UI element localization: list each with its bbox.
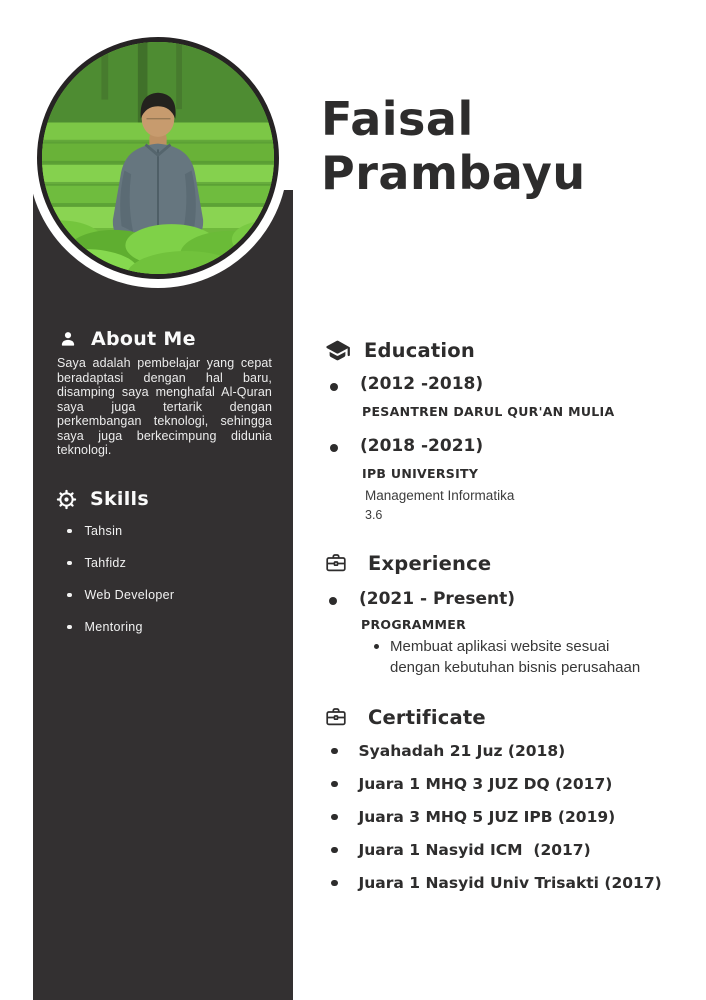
skill-label: Mentoring [84,620,143,634]
certificate-label: Juara 1 MHQ 3 JUZ DQ (2017) [358,775,613,793]
profile-photo-illustration [42,42,274,274]
certificate-label: Juara 1 Nasyid ICM (2017) [358,841,591,859]
education-header [324,337,475,364]
certificate-label: Juara 3 MHQ 5 JUZ IPB (2019) [358,808,616,826]
skill-label: Web Developer [84,588,175,602]
skill-label: Tahfidz [84,556,127,570]
bullet-dot [374,644,379,649]
about-me-header [58,328,196,350]
education-institution: PESANTREN DARUL QUR'AN MULIA [362,404,615,419]
name-line1: Faisal [321,92,474,146]
skill-item [67,588,174,602]
certificate-title: Certificate [368,705,486,729]
skill-item [67,620,143,634]
bullet-dot [330,383,338,391]
certificate-item [331,775,612,793]
bullet-dot [329,597,337,605]
page-title [321,92,586,200]
person-icon [58,329,78,349]
bullet-dot [330,444,338,452]
experience-title: Experience [368,551,492,575]
profile-photo [37,37,279,279]
about-me-title: About Me [91,328,196,350]
experience-period: (2021 - Present) [359,589,515,609]
certificate-item [331,808,615,826]
experience-header [324,551,491,575]
bullet-dot [331,847,338,854]
skills-header [56,488,149,510]
bullet-dot [331,781,338,788]
name-line2: Prambayu [321,146,586,200]
education-gpa: 3.6 [365,508,383,522]
education-period: (2012 -2018) [360,374,484,394]
skills-title: Skills [90,488,149,510]
certificate-item [331,841,591,859]
gear-icon [56,489,77,510]
certificate-label: Juara 1 Nasyid Univ Trisakti (2017) [358,874,662,892]
education-title: Education [364,339,475,362]
bullet-dot [331,748,338,755]
about-me-text: Saya adalah pembelajar yang cepat beradaptasi dengan hal baru, disamping saya menghafal Al-Quran saya juga tertarik dengan perkembangan teknologi, sehingga saya juga berkecimpung didunia teknologi. [57,356,272,457]
skill-label: Tahsin [84,524,123,538]
education-major: Management Informatika [365,488,515,503]
skill-item [67,524,122,538]
bullet-dot [331,814,338,821]
bullet-dot [67,593,72,598]
certificate-header [324,705,486,729]
graduation-cap-icon [324,337,351,364]
experience-point: Membuat aplikasi website sesuai dengan kebutuhan bisnis perusahaan [390,638,641,676]
education-institution: IPB UNIVERSITY [362,466,479,481]
experience-role: PROGRAMMER [361,617,467,632]
certificate-label: Syahadah 21 Juz (2018) [358,742,566,760]
briefcase-icon [324,551,348,575]
skill-item [67,556,126,570]
certificate-item [331,742,565,760]
bullet-dot [331,880,338,887]
bullet-dot [67,561,72,566]
briefcase-icon [324,705,348,729]
education-period: (2018 -2021) [360,436,484,456]
certificate-item [331,874,662,892]
bullet-dot [67,529,72,534]
bullet-dot [67,625,72,630]
